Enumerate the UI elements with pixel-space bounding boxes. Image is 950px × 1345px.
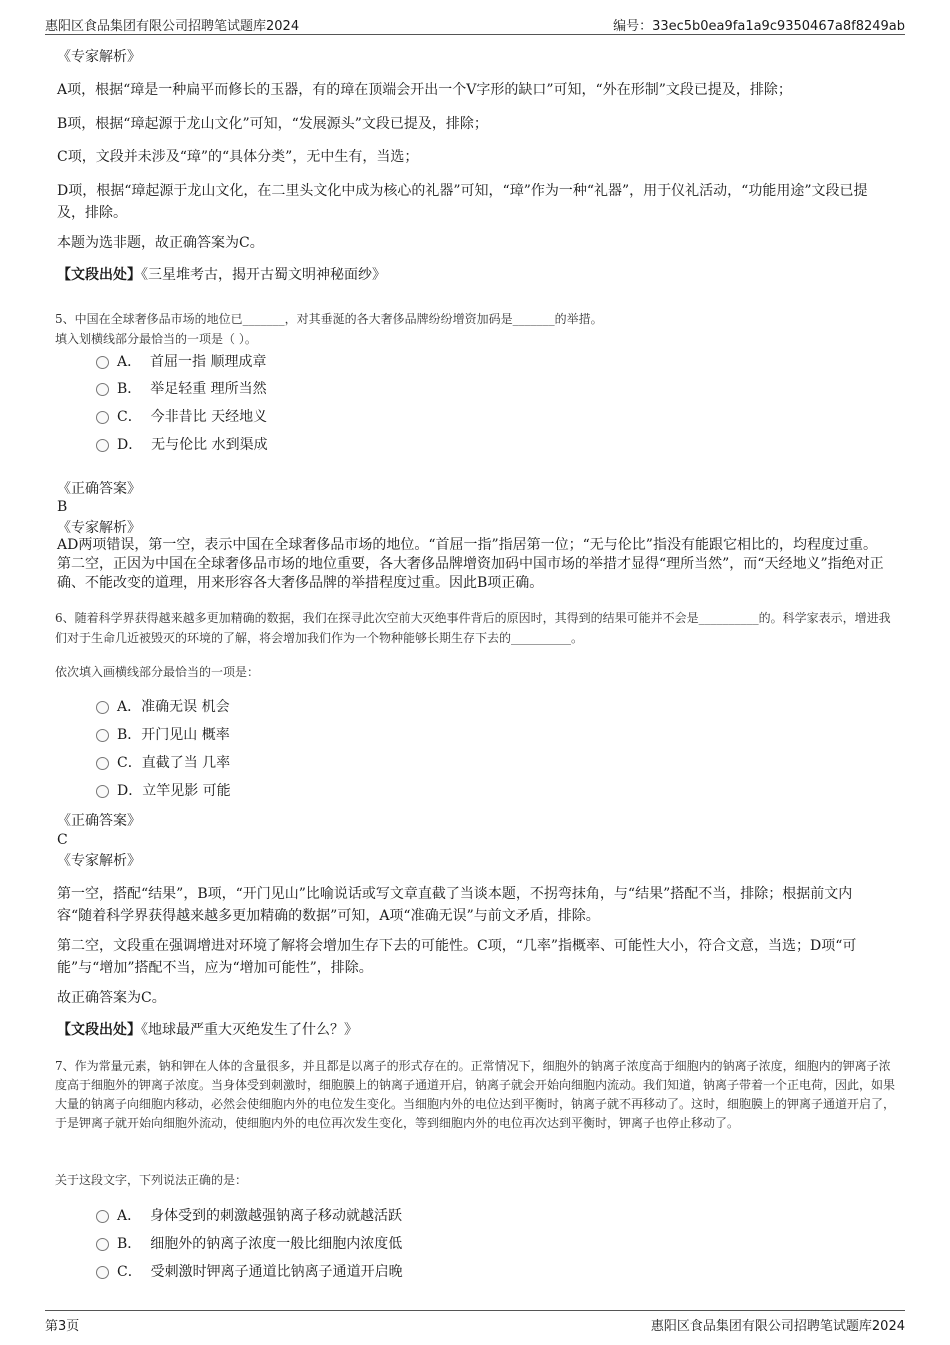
q6-answer: C <box>57 832 68 848</box>
option-text: 开门见山 概率 <box>141 727 230 743</box>
q5-option-b[interactable] <box>96 379 267 399</box>
header-title: 惠阳区食品集团有限公司招聘笔试题库2024 <box>45 19 300 34</box>
source-tag: 【文段出处】 <box>57 267 141 283</box>
prev-source <box>57 264 887 286</box>
q5-prompt: 填入划横线部分最恰当的一项是（ ）。 <box>55 332 257 346</box>
option-label: A． <box>117 354 142 370</box>
q6-conclusion: 故正确答案为C。 <box>57 990 166 1006</box>
source-title: 《三星堆考古，揭开古蜀文明神秘面纱》 <box>141 267 386 283</box>
prev-analysis-b: B项，根据“璋起源于龙山文化”可知，“发展源头”文段已提及，排除； <box>57 116 488 132</box>
radio-icon[interactable] <box>96 757 109 770</box>
option-label: C． <box>117 755 142 771</box>
q5-answer-label: 《正确答案》 <box>57 481 141 497</box>
header-doc-id: 编号：33ec5b0ea9fa1a9c9350467a8f8249ab <box>613 19 905 34</box>
prev-analysis-label: 《专家解析》 <box>57 49 141 65</box>
q6-option-d[interactable] <box>96 781 231 801</box>
option-label: C． <box>117 409 142 425</box>
option-label: B． <box>117 381 142 397</box>
option-label: D． <box>117 783 143 799</box>
page-footer <box>45 1310 905 1333</box>
q5-option-c[interactable] <box>96 407 267 427</box>
q5-option-d[interactable] <box>96 435 268 455</box>
q7-option-b[interactable] <box>96 1234 402 1254</box>
prev-analysis-c: C项，文段并未涉及“璋”的“具体分类”，无中生有，当选； <box>57 149 419 165</box>
q6-option-b[interactable] <box>96 725 230 745</box>
radio-icon[interactable] <box>96 1210 109 1223</box>
q6-stem: 6、随着科学界获得越来越多更加精确的数据，我们在探寻此次空前大灭绝事件背后的原因时，其得到的结果可能并不会是__________的。科学家表示，增进我们对于生命几近被毁灭的环境的了解，将会增加我们作为一个物种能够长期生存下去的__________。 <box>55 611 891 645</box>
radio-icon[interactable] <box>96 701 109 714</box>
radio-icon[interactable] <box>96 411 109 424</box>
q5-analysis: AD两项错误，第一空，表示中国在全球奢侈品市场的地位。“首屈一指”指居第一位；“无与伦比”指没有能跟它相比的，均程度过重。第二空，正因为中国在全球奢侈品市场的地位重要，各大奢侈品牌增资加码中国市场的举措才显得“理所当然”，而“天经地义”指绝对正确、不能改变的道理，用来形容各大奢侈品牌的举措程度过重。因此B项正确。 <box>57 537 884 591</box>
q5-stem: 5、中国在全球奢侈品市场的地位已_______，对其垂涎的各大奢侈品牌纷纷增资加码是_______的举措。 <box>55 312 603 326</box>
radio-icon[interactable] <box>96 729 109 742</box>
q7-stem: 7、作为常量元素，钠和钾在人体的含量很多，并且都是以离子的形式存在的。正常情况下，细胞外的钠离子浓度高于细胞内的钠离子浓度，细胞内的钾离子浓度高于细胞外的钾离子浓度。当身体受到刺激时，细胞膜上的钠离子通道开启，钠离子就会开始向细胞内流动。我们知道，钠离子带着一个正电荷，因此，如果大量的钠离子向细胞内移动，必然会使细胞内外的电位发生变化。当细胞内外的电位达到平衡时，钠离子就不再移动了。这时，细胞膜上的钾离子通道开启了，于是钾离子就开始向细胞外流动，使细胞内外的电位再次发生变化，等到细胞内外的电位再次达到平衡时，钾离子也停止移动了。 <box>55 1059 896 1130</box>
option-text: 立竿见影 可能 <box>142 783 231 799</box>
page-header <box>45 12 905 35</box>
q5-option-a[interactable] <box>96 352 266 372</box>
option-text: 举足轻重 理所当然 <box>150 381 267 397</box>
option-label: C． <box>117 1264 142 1280</box>
source-tag: 【文段出处】 <box>57 1022 141 1038</box>
option-label: B． <box>117 727 142 743</box>
radio-icon[interactable] <box>96 1238 109 1251</box>
radio-icon[interactable] <box>96 356 109 369</box>
q7-option-a[interactable] <box>96 1206 402 1226</box>
radio-icon[interactable] <box>96 439 109 452</box>
q7-option-c[interactable] <box>96 1262 403 1282</box>
option-text: 细胞外的钠离子浓度一般比细胞内浓度低 <box>150 1236 403 1252</box>
q5-analysis-label: 《专家解析》 <box>57 520 141 536</box>
q6-option-c[interactable] <box>96 753 230 773</box>
option-label: A． <box>117 699 142 715</box>
q6-source <box>57 1019 887 1041</box>
prev-conclusion: 本题为选非题，故正确答案为C。 <box>57 235 264 251</box>
option-label: D． <box>117 437 143 453</box>
q6-analysis-1: 第一空，搭配“结果”，B项，“开门见山”比喻说话或写文章直截了当谈本题，不拐弯抹角，与“结果”搭配不当，排除；根据前文内容“随着科学界获得越来越多更加精确的数据”可知，A项“准确无误”与前文矛盾，排除。 <box>57 886 853 924</box>
prev-analysis-a: A项，根据“璋是一种扁平而修长的玉器，有的璋在顶端会开出一个V字形的缺口”可知，“外在形制”文段已提及，排除； <box>57 82 792 98</box>
option-text: 首屈一指 顺理成章 <box>150 354 267 370</box>
page-number: 第3页 <box>45 1319 80 1334</box>
q7-prompt: 关于这段文字，下列说法正确的是： <box>55 1173 248 1187</box>
q6-prompt: 依次填入画横线部分最恰当的一项是： <box>55 665 260 679</box>
option-label: A． <box>117 1208 142 1224</box>
radio-icon[interactable] <box>96 785 109 798</box>
q6-answer-label: 《正确答案》 <box>57 813 141 829</box>
option-text: 身体受到的刺激越强钠离子移动就越活跃 <box>150 1208 403 1224</box>
option-text: 直截了当 几率 <box>141 755 231 771</box>
prev-analysis-d: D项，根据“璋起源于龙山文化，在二里头文化中成为核心的礼器”可知，“璋”作为一种“礼器”，用于仪礼活动，“功能用途”文段已提及，排除。 <box>57 183 868 221</box>
footer-title: 惠阳区食品集团有限公司招聘笔试题库2024 <box>650 1319 905 1334</box>
option-label: B． <box>117 1236 142 1252</box>
option-text: 受刺激时钾离子通道比钠离子通道开启晚 <box>150 1264 403 1280</box>
q6-option-a[interactable] <box>96 697 230 717</box>
radio-icon[interactable] <box>96 383 109 396</box>
q6-analysis-2: 第二空，文段重在强调增进对环境了解将会增加生存下去的可能性。C项，“几率”指概率、可能性大小，符合文意，当选；D项“可能”与“增加”搭配不当，应为“增加可能性”，排除。 <box>57 938 857 976</box>
option-text: 无与伦比 水到渠成 <box>151 437 268 453</box>
radio-icon[interactable] <box>96 1266 109 1279</box>
q6-analysis-label: 《专家解析》 <box>57 853 141 869</box>
source-title: 《地球最严重大灭绝发生了什么？》 <box>141 1022 358 1038</box>
option-text: 今非昔比 天经地义 <box>150 409 268 425</box>
option-text: 准确无误 机会 <box>141 699 230 715</box>
q5-answer: B <box>57 499 68 515</box>
